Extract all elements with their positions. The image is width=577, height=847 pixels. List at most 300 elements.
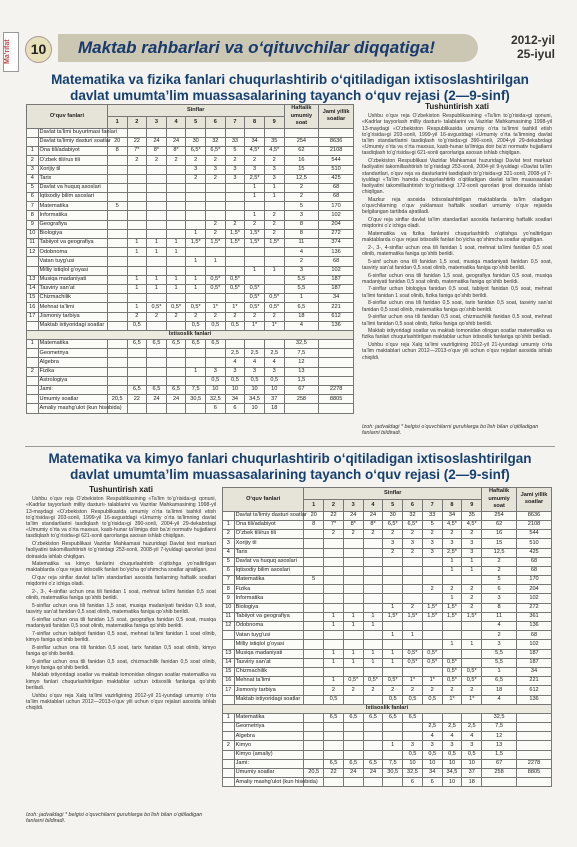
row-number <box>27 358 39 367</box>
cell-value: 68 <box>517 566 552 575</box>
table-row <box>223 557 552 566</box>
row-number: 10 <box>223 603 235 612</box>
cell-value: 6,5 <box>166 386 186 395</box>
cell-value <box>422 667 442 676</box>
cell-value <box>403 594 423 603</box>
cell-value: 6,5* <box>383 520 403 529</box>
header-grade: 3 <box>147 116 167 128</box>
cell-value: 30,5 <box>186 395 206 404</box>
cell-value <box>225 294 245 303</box>
cell-value: 2,5 <box>422 723 442 732</box>
cell-value <box>324 566 344 575</box>
cell-value: 34 <box>442 511 462 520</box>
cell-value: 0,5* <box>343 677 363 686</box>
cell-value: 2 <box>225 220 245 229</box>
cell-value: 2 <box>127 156 147 165</box>
explanation-paragraph: Maktab ixtiyoridagi soatlar va maktab tomonidan olingan soatlar matematika va fizika fanlari chuqurlashtirilgan maktablar uchun ixtisoslik fanlariga qo‘shib beriladi. <box>362 328 552 341</box>
cell-value <box>304 686 324 695</box>
explanation-paragraph: O‘zbekiston Respublikasi Vazirlar Mahkamasi huzuridagi Davlat test markazi faoliyatini takomillashtirish to‘g‘risidagi 253-sonli, 2004-yil 9-iyuldagi «Davlat ta’lim standartlari, o‘quv reja va dasturlarini tasdiqlash to‘g‘risida»gi 321-sonli, 2008-yil 7-iyuldagi «Ta’lim hamda chuqurlashtirib o‘qitiladigan davlat ta’lim muassasalari faoliyatini takomillashtirish to‘g‘risida»gi 172-sonli qarorlari ijrosi doirasida ishlab chiqilgan. <box>362 158 552 196</box>
cell-value <box>107 303 127 312</box>
cell-value: 0,5* <box>206 284 226 293</box>
cell-value: 8636 <box>517 511 552 520</box>
cell-value: 2 <box>422 585 442 594</box>
cell-value: 10 <box>422 759 442 768</box>
subject-name: Musiqa madaniyati <box>234 649 304 658</box>
cell-value: 136 <box>319 321 354 330</box>
cell-value <box>186 358 206 367</box>
cell-value: 8805 <box>319 395 354 404</box>
table-row <box>223 530 552 539</box>
cell-value <box>383 594 403 603</box>
header-subjects: O‘quv fanlari <box>27 105 108 129</box>
cell-value <box>147 165 167 174</box>
cell-value: 22 <box>127 137 147 146</box>
cell-value: 1 <box>264 193 284 202</box>
table-row <box>223 677 552 686</box>
table-row <box>27 165 354 174</box>
cell-value: 6,5 <box>186 340 206 349</box>
table-row <box>223 649 552 658</box>
cell-value <box>147 376 167 385</box>
cell-value: 6 <box>422 778 442 787</box>
subject-name: Geometriya <box>234 723 304 732</box>
cell-value <box>304 585 324 594</box>
cell-value: 1,5* <box>442 603 462 612</box>
cell-value: 204 <box>319 220 354 229</box>
cell-value <box>166 266 186 275</box>
cell-value <box>343 566 363 575</box>
cell-value: 1 <box>324 649 344 658</box>
cell-value: 2,5* <box>245 174 265 183</box>
cell-value: 102 <box>517 640 552 649</box>
cell-value: 3 <box>442 539 462 548</box>
subject-name: Jami: <box>234 759 304 768</box>
cell-value: 2278 <box>319 386 354 395</box>
cell-value: 3 <box>245 367 265 376</box>
cell-value <box>127 174 147 183</box>
cell-value <box>147 367 167 376</box>
cell-value: 2,5 <box>264 349 284 358</box>
cell-value: 5,5 <box>284 275 319 284</box>
cell-value <box>245 248 265 257</box>
table-row <box>223 539 552 548</box>
cell-value: 204 <box>517 585 552 594</box>
row-number <box>27 395 39 404</box>
cell-value <box>206 266 226 275</box>
cell-value: 1,5* <box>225 239 245 248</box>
cell-value: 2 <box>324 686 344 695</box>
cell-value <box>225 211 245 220</box>
cell-value <box>107 174 127 183</box>
issue-year: 2012-yil <box>510 33 555 47</box>
cell-value: 8636 <box>319 137 354 146</box>
cell-value <box>343 585 363 594</box>
header-grade: 9 <box>264 116 284 128</box>
cell-value: 12 <box>284 358 319 367</box>
cell-value <box>107 165 127 174</box>
header-grade: 4 <box>363 499 383 511</box>
table-row <box>27 257 354 266</box>
cell-value <box>363 640 383 649</box>
explanation-paragraph: 8-sinflar uchun ona tili fanidan 0,5 soat, tarix fanidan 0,5 soat olinib, kimyo faniga qo‘shib berildi. <box>26 644 216 657</box>
cell-value <box>304 557 324 566</box>
cell-value: 6,5 <box>363 759 383 768</box>
header-weekly-total: Haftalik umumiy soat <box>482 488 517 512</box>
cell-value <box>107 193 127 202</box>
table-row <box>223 548 552 557</box>
cell-value <box>127 404 147 413</box>
table-row <box>27 395 354 404</box>
row-number: 9 <box>27 220 39 229</box>
table-row <box>27 358 354 367</box>
cell-value <box>107 183 127 192</box>
explanation-paragraph: Ushbu o‘quv reja O‘zbekiston Respublikasining «Ta’lim to‘g‘risida»gi qonuni, «Kadrlar tayyorlash milliy dasturi» talablarini va Vazirlar Mahkamasining 1998-yil 13-maydagi «O‘zbekiston Respublikasida umumiy o‘rta ta’limni tashkil etish to‘g‘risida»gi 203-sonli, 1999-yil 16-avgustdagi «Umumiy o‘rta ta’limning davlat ta’lim standartlarini tasdiqlash to‘g‘risida»gi 390-sonli, 2004-yil 29-dekabrdagi «Umumiy o‘rta va o‘rta maxsus, kasb-hunar ta’limiga doir ba’zi normativ hujjatlarni tasdiqlash to‘g‘risida»gi 621-sonli qarorlariga asosan ishlab chiqilgan. <box>362 113 552 157</box>
cell-value: 0,5* <box>442 667 462 676</box>
cell-value: 2 <box>245 312 265 321</box>
cell-value <box>264 202 284 211</box>
table-row <box>223 686 552 695</box>
article2-explanation <box>26 487 216 807</box>
cell-value <box>343 667 363 676</box>
cell-value: 2 <box>403 686 423 695</box>
table-row <box>27 239 354 248</box>
cell-value: 374 <box>319 239 354 248</box>
cell-value <box>304 631 324 640</box>
cell-value: 6,5* <box>403 520 423 529</box>
cell-value: 0,5* <box>383 677 403 686</box>
header-grade: 5 <box>186 116 206 128</box>
subject-name: Fizika <box>234 585 304 594</box>
cell-value <box>186 220 206 229</box>
cell-value: 6,5 <box>127 340 147 349</box>
cell-value: 0,5* <box>442 677 462 686</box>
cell-value <box>462 713 482 722</box>
cell-value <box>166 321 186 330</box>
cell-value: 6,5 <box>403 713 423 722</box>
cell-value <box>166 376 186 385</box>
cell-value: 4 <box>482 622 517 631</box>
table-row <box>27 340 354 349</box>
cell-value: 67 <box>284 386 319 395</box>
cell-value: 7,5 <box>383 759 403 768</box>
cell-value: 68 <box>319 193 354 202</box>
cell-value <box>442 649 462 658</box>
cell-value <box>304 677 324 686</box>
cell-value <box>107 156 127 165</box>
cell-value: 20,5 <box>304 769 324 778</box>
cell-value: 1 <box>127 284 147 293</box>
cell-value <box>206 248 226 257</box>
cell-value: 18 <box>482 686 517 695</box>
article2-explanation-heading: Tushuntirish xati <box>89 485 153 494</box>
cell-value <box>225 257 245 266</box>
table-row <box>27 284 354 293</box>
cell-value: 30 <box>383 511 403 520</box>
cell-value: 1 <box>462 566 482 575</box>
cell-value: 1,5* <box>245 239 265 248</box>
cell-value: 2 <box>442 530 462 539</box>
cell-value: 2 <box>264 220 284 229</box>
cell-value <box>127 165 147 174</box>
cell-value: 6 <box>403 778 423 787</box>
cell-value <box>147 294 167 303</box>
article2-note: Izoh: jadvaldagi * belgisi o‘quvchilarni guruhlarga bo‘lish bilan o‘qitiladigan fanlarni bildiradi. <box>26 812 203 825</box>
cell-value: 102 <box>517 594 552 603</box>
cell-value <box>304 594 324 603</box>
table-row <box>27 183 354 192</box>
cell-value: 1 <box>383 658 403 667</box>
cell-value <box>127 229 147 238</box>
cell-value: 170 <box>517 576 552 585</box>
cell-value <box>304 667 324 676</box>
cell-value: 136 <box>517 695 552 704</box>
cell-value <box>319 367 354 376</box>
explanation-paragraph: 9-sinflar uchun ona tili fanidan 0,5 soat, chizmachilik fanidan 0,5 soat olinib, kimyo faniga qo‘shib berildi. <box>26 658 216 671</box>
explanation-paragraph: O‘zbekiston Respublikasi Vazirlar Mahkamasi huzuridagi Davlat test markazi faoliyatini takomillashtirish to‘g‘risidagi 253-sonli, 2008-yil 7-iyuldagi qarorlari ijrosi doirasida ishlab chiqilgan. <box>26 541 216 560</box>
header-grade: 6 <box>403 499 423 511</box>
cell-value <box>422 557 442 566</box>
cell-value <box>107 376 127 385</box>
cell-value: 2108 <box>319 147 354 156</box>
cell-value: 24 <box>166 395 186 404</box>
explanation-paragraph: 9-sinflar uchun ona tili fanidan 0,5 soat, chizmachilik fanidan 0,5 soat, mehnat ta’limi fanidan 0,5 soat olinib, fizika faniga qo‘shib berildi. <box>362 314 552 327</box>
explanation-paragraph: 5-sinf uchun ona tili fanidan 1,5 soat, musiqa madaniyati fanidan 0,5 soat, tasviriy san’at fanidan 0,5 soat olinib, matematika faniga qo‘shib berildi. <box>362 258 552 271</box>
subject-name: Mehnat ta’limi <box>234 677 304 686</box>
subject-name: Kimyo (amaliy) <box>234 750 304 759</box>
cell-value: 0,5 <box>383 695 403 704</box>
cell-value: 2 <box>206 174 226 183</box>
cell-value: 2 <box>264 211 284 220</box>
cell-value: 6,5 <box>482 677 517 686</box>
cell-value: 544 <box>517 530 552 539</box>
cell-value: 3 <box>284 211 319 220</box>
cell-value: 1 <box>442 566 462 575</box>
subject-name: Tarix <box>38 174 107 183</box>
cell-value <box>319 358 354 367</box>
cell-value <box>343 732 363 741</box>
cell-value <box>284 128 319 137</box>
cell-value <box>517 713 552 722</box>
row-number <box>27 257 39 266</box>
cell-value <box>324 603 344 612</box>
cell-value <box>206 358 226 367</box>
cell-value: 5 <box>304 576 324 585</box>
cell-value: 3 <box>264 174 284 183</box>
subject-name: Amaliy mashg‘ulot (kun hisobida) <box>234 778 304 787</box>
cell-value: 1 <box>363 649 383 658</box>
row-number <box>223 769 235 778</box>
cell-value: 6,5 <box>127 386 147 395</box>
table-row <box>223 658 552 667</box>
row-number: 14 <box>27 284 39 293</box>
cell-value: 1 <box>245 183 265 192</box>
subject-name: Jismoniy tarbiya <box>38 312 107 321</box>
cell-value <box>245 202 265 211</box>
cell-value: 2 <box>462 603 482 612</box>
table-row <box>27 266 354 275</box>
cell-value: 187 <box>517 658 552 667</box>
header-grade: 8 <box>442 499 462 511</box>
cell-value: 22 <box>324 769 344 778</box>
cell-value: 67 <box>482 759 517 768</box>
cell-value: 1 <box>166 248 186 257</box>
cell-value: 2 <box>284 183 319 192</box>
cell-value: 5,5 <box>482 649 517 658</box>
subject-name: Maktab ixtiyoridagi soatlar <box>38 321 107 330</box>
cell-value: 1 <box>147 284 167 293</box>
cell-value: 4,5* <box>442 520 462 529</box>
table-row <box>27 174 354 183</box>
row-number: 16 <box>223 677 235 686</box>
cell-value: 2 <box>462 530 482 539</box>
cell-value: 187 <box>517 649 552 658</box>
cell-value <box>147 202 167 211</box>
cell-value: 33 <box>225 137 245 146</box>
header-grade: 2 <box>127 116 147 128</box>
cell-value <box>343 695 363 704</box>
row-number <box>223 631 235 640</box>
cell-value <box>186 128 206 137</box>
cell-value: 1 <box>245 193 265 202</box>
cell-value: 2 <box>482 566 517 575</box>
cell-value: 0,5 <box>422 695 442 704</box>
cell-value <box>383 667 403 676</box>
cell-value <box>422 640 442 649</box>
cell-value: 11 <box>284 239 319 248</box>
subject-name: Musiqa madaniyati <box>38 275 107 284</box>
subject-name: Davlat va huquq asoslari <box>234 557 304 566</box>
cell-value: 2 <box>206 229 226 238</box>
cell-value <box>304 713 324 722</box>
cell-value <box>422 713 442 722</box>
cell-value: 136 <box>319 248 354 257</box>
cell-value: 0,5 <box>264 376 284 385</box>
section-side-tag: Ma'rifat <box>3 32 19 72</box>
cell-value: 18 <box>462 778 482 787</box>
article1-note: Izoh: jadvaldagi * belgisi o‘quvchilarni guruhlarga bo‘lish bilan o‘qitiladigan fanlarni bildiradi. <box>362 424 539 437</box>
cell-value: 0,5* <box>462 667 482 676</box>
cell-value <box>324 539 344 548</box>
cell-value: 0,5* <box>147 303 167 312</box>
cell-value: 1 <box>245 211 265 220</box>
cell-value: 1 <box>363 622 383 631</box>
cell-value <box>343 631 363 640</box>
cell-value <box>107 386 127 395</box>
cell-value <box>264 340 284 349</box>
cell-value: 170 <box>319 202 354 211</box>
cell-value <box>343 557 363 566</box>
cell-value: 3 <box>462 548 482 557</box>
cell-value: 4 <box>462 732 482 741</box>
cell-value: 8* <box>343 520 363 529</box>
table-row <box>223 631 552 640</box>
explanation-paragraph: Maktab ixtiyoridagi soatlar va maktab tomonidan olingan soatlar matematika va kimyo fanlari chuqurlashtirilgan maktablar uchun ixtisoslik fanlariga qo‘shib beriladi. <box>26 672 216 691</box>
issue-day: 25-iyul <box>516 47 555 61</box>
row-number: 2 <box>27 367 39 376</box>
cell-value <box>147 128 167 137</box>
table-row <box>27 321 354 330</box>
cell-value <box>363 631 383 640</box>
row-number: 6 <box>27 193 39 202</box>
header-subjects: O‘quv fanlari <box>223 488 304 512</box>
cell-value: 20,5 <box>107 395 127 404</box>
cell-value <box>363 548 383 557</box>
table-row <box>223 750 552 759</box>
cell-value: 6,5 <box>343 713 363 722</box>
table-row <box>27 193 354 202</box>
article2-curriculum-table <box>222 487 552 787</box>
row-number: 4 <box>223 548 235 557</box>
cell-value: 136 <box>517 622 552 631</box>
cell-value: 5 <box>225 147 245 156</box>
cell-value: 24 <box>363 511 383 520</box>
cell-value <box>383 576 403 585</box>
subject-name: Vatan tuyg‘usi <box>234 631 304 640</box>
cell-value <box>517 723 552 732</box>
cell-value <box>166 404 186 413</box>
row-number: 8 <box>223 585 235 594</box>
cell-value <box>343 778 363 787</box>
cell-value <box>324 640 344 649</box>
cell-value <box>245 257 265 266</box>
cell-value: 8805 <box>517 769 552 778</box>
cell-value <box>403 576 423 585</box>
cell-value: 4 <box>482 695 517 704</box>
cell-value <box>186 404 206 413</box>
cell-value: 1 <box>245 266 265 275</box>
row-number <box>27 128 39 137</box>
cell-value: 3 <box>403 539 423 548</box>
subject-name: Matematika <box>234 576 304 585</box>
subject-name: Milliy istiqlol g‘oyasi <box>234 640 304 649</box>
cell-value: 12,5 <box>482 548 517 557</box>
table-row <box>223 732 552 741</box>
cell-value: 8* <box>166 147 186 156</box>
cell-value <box>225 248 245 257</box>
cell-value: 361 <box>517 612 552 621</box>
row-number: 3 <box>27 165 39 174</box>
cell-value: 6 <box>206 404 226 413</box>
cell-value: 18 <box>284 312 319 321</box>
header-grade: 5 <box>383 499 403 511</box>
cell-value: 37 <box>462 769 482 778</box>
cell-value: 1 <box>264 266 284 275</box>
subject-name: Jismoniy tarbiya <box>234 686 304 695</box>
table-row <box>27 128 354 137</box>
cell-value <box>383 640 403 649</box>
cell-value <box>127 367 147 376</box>
cell-value <box>343 640 363 649</box>
row-number <box>27 349 39 358</box>
cell-value: 1 <box>324 612 344 621</box>
cell-value <box>264 284 284 293</box>
cell-value: 6,5 <box>206 340 226 349</box>
cell-value: 2 <box>166 312 186 321</box>
cell-value: 35 <box>462 511 482 520</box>
cell-value: 1,5 <box>284 376 319 385</box>
cell-value <box>324 548 344 557</box>
cell-value: 2 <box>206 312 226 321</box>
cell-value: 1 <box>186 284 206 293</box>
cell-value: 0,5* <box>245 294 265 303</box>
header-yearly-total: Jami yillik soatlar <box>319 105 354 129</box>
cell-value: 0,5 <box>225 321 245 330</box>
cell-value: 8 <box>107 147 127 156</box>
subject-name: Mehnat ta’limi <box>38 303 107 312</box>
cell-value: 34,5 <box>245 395 265 404</box>
cell-value <box>383 622 403 631</box>
table-row <box>27 248 354 257</box>
